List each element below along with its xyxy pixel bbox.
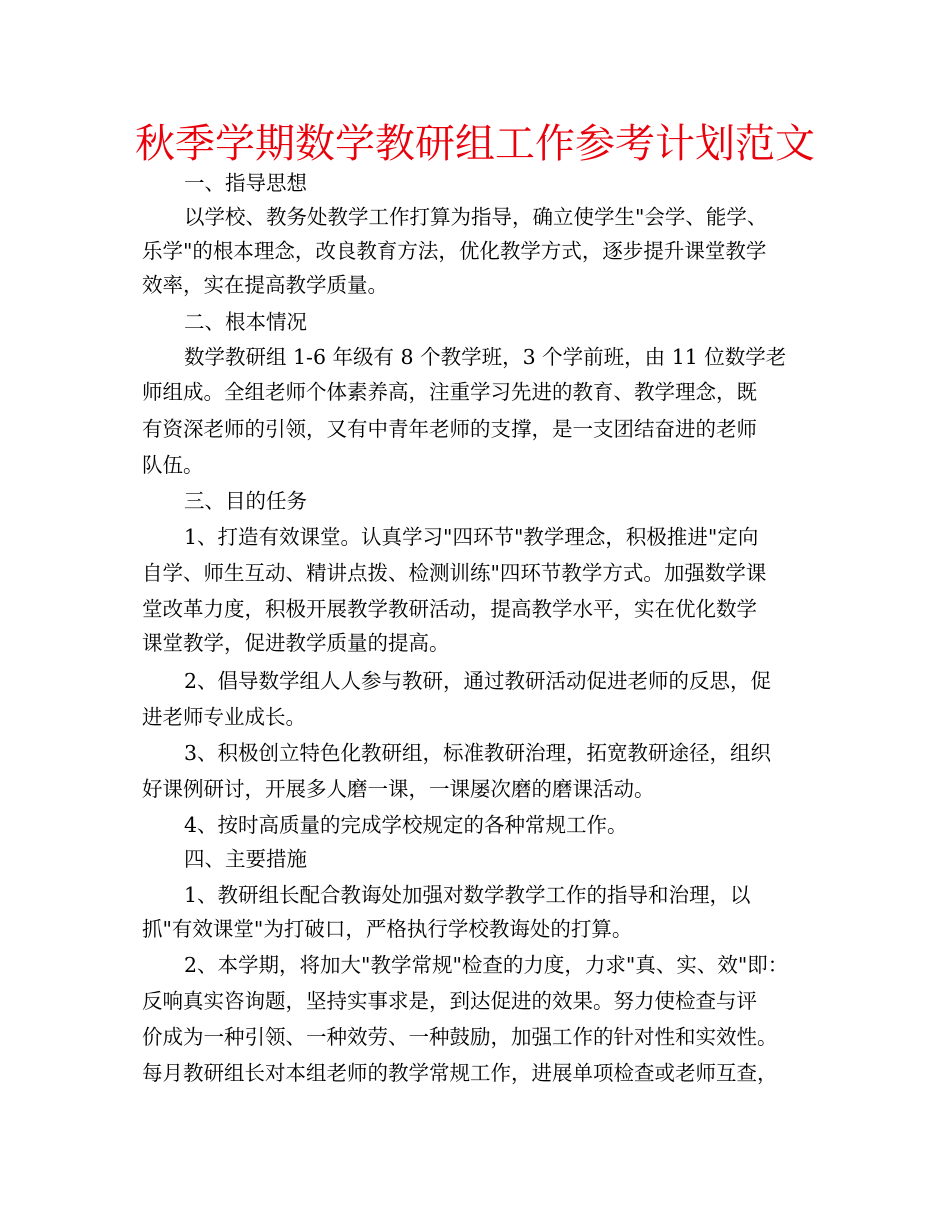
- paragraph-line: 自学、师生互动、精讲点拨、检测训练"四环节教学方式。加强数学课: [142, 561, 767, 585]
- paragraph-line: 好课例研讨，开展多人磨一课，一课屡次磨的磨课活动。: [142, 777, 655, 801]
- heading-guiding-ideology: 一、指导思想: [184, 171, 307, 195]
- heading-basic-situation: 二、根本情况: [184, 310, 307, 334]
- paragraph-line: 乐学"的根本理念，改良教育方法，优化教学方式，逐步提升课堂教学: [142, 239, 767, 263]
- paragraph-line: 1、打造有效课堂。认真学习"四环节"教学理念，积极推进"定向: [184, 525, 759, 549]
- paragraph-line: 每月教研组长对本组老师的教学常规工作，进展单项检查或老师互查，: [142, 1061, 778, 1085]
- paragraph-line: 数学教研组 1-6 年级有 8 个教学班，3 个学前班，由 11 位数学老: [184, 345, 787, 369]
- paragraph-line: 4、按时高质量的完成学校规定的各种常规工作。: [184, 813, 628, 837]
- heading-main-measures: 四、主要措施: [184, 847, 307, 871]
- paragraph-line: 进老师专业成长。: [142, 705, 306, 729]
- paragraph-line: 堂改革力度，积极开展教学教研活动，提高教学水平，实在优化数学: [142, 597, 757, 621]
- paragraph-line: 1、教研组长配合教诲处加强对数学教学工作的指导和治理，以: [184, 883, 751, 907]
- paragraph-line: 3、积极创立特色化教研组，标准教研治理，拓宽教研途径，组织: [184, 741, 772, 765]
- paragraph-line: 有资深老师的引领，又有中青年老师的支撑，是一支团结奋进的老师: [142, 417, 757, 441]
- paragraph-line: 师组成。全组老师个体素养高，注重学习先进的教育、教学理念，既: [142, 380, 757, 404]
- document-title: 秋季学期数学教研组工作参考计划范文: [135, 121, 815, 167]
- paragraph-line: 队伍。: [142, 453, 204, 477]
- paragraph-line: 反响真实咨询题，坚持实事求是，到达促进的效果。努力使检查与评: [142, 989, 757, 1013]
- heading-objectives: 三、目的任务: [184, 489, 307, 513]
- paragraph-line: 抓"有效课堂"为打破口，严格执行学校教诲处的打算。: [142, 917, 633, 941]
- paragraph-line: 2、本学期，将加大"教学常规"检查的力度，力求"真、实、效"即：: [184, 953, 789, 977]
- paragraph-line: 以学校、教务处教学工作打算为指导，确立使学生"会学、能学、: [184, 205, 768, 229]
- paragraph-line: 2、倡导数学组人人参与教研，通过教研活动促进老师的反思，促: [184, 669, 772, 693]
- paragraph-line: 价成为一种引领、一种效劳、一种鼓励，加强工作的针对性和实效性。: [142, 1025, 778, 1049]
- paragraph-line: 效率，实在提高教学质量。: [142, 273, 388, 297]
- paragraph-line: 课堂教学，促进教学质量的提高。: [142, 631, 450, 655]
